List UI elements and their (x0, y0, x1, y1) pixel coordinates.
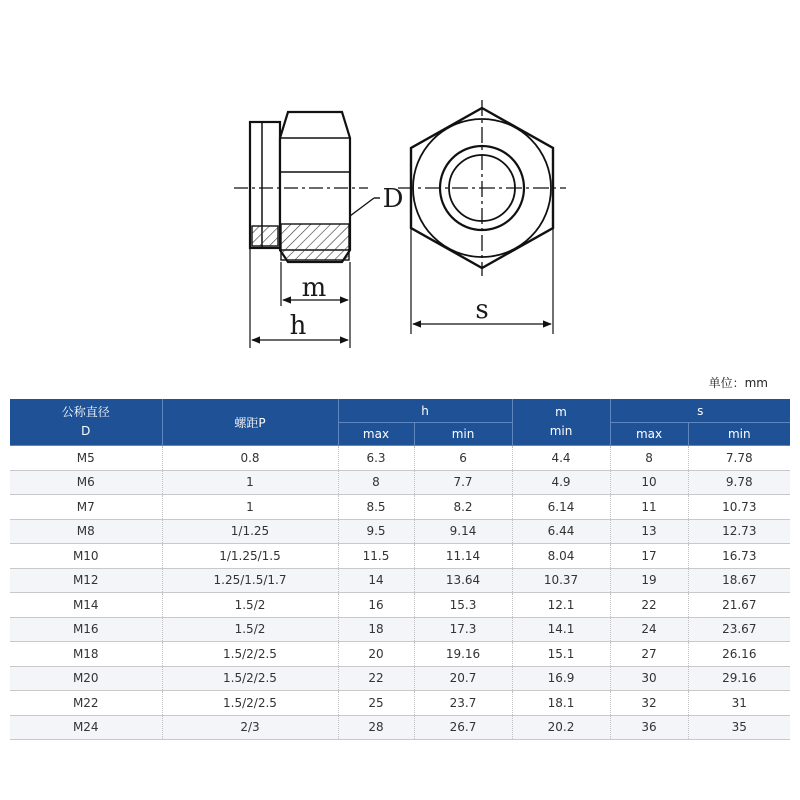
cell-m-min: 12.1 (512, 593, 610, 618)
cell-s-max: 24 (610, 617, 688, 642)
cell-m-min: 6.14 (512, 495, 610, 520)
header-s: s (610, 399, 790, 423)
table-row (10, 470, 790, 495)
header-m-label: m (555, 405, 567, 419)
cell-s-min: 9.78 (688, 470, 790, 495)
cell-m-min: 10.37 (512, 568, 610, 593)
cell-s-min: 12.73 (688, 519, 790, 544)
cell-m-min: 14.1 (512, 617, 610, 642)
cell-h-max: 8 (338, 470, 414, 495)
cell-h-min: 7.7 (414, 470, 512, 495)
cell-pitch: 1.5/2 (162, 617, 338, 642)
dimension-label-h: h (289, 311, 307, 341)
table-row (10, 568, 790, 593)
cell-m-min: 20.2 (512, 715, 610, 740)
cell-s-min: 10.73 (688, 495, 790, 520)
table-header (10, 399, 790, 446)
cell-h-min: 9.14 (414, 519, 512, 544)
cell-pitch: 1 (162, 470, 338, 495)
cell-m-min: 18.1 (512, 691, 610, 716)
cell-nominal-diameter: M24 (10, 715, 162, 740)
nut-side-view (234, 112, 380, 348)
cell-nominal-diameter: M20 (10, 666, 162, 691)
dimension-label-s: s (475, 295, 489, 325)
cell-h-max: 18 (338, 617, 414, 642)
cell-nominal-diameter: M8 (10, 519, 162, 544)
header-h: h (338, 399, 512, 423)
header-s-max: max (610, 423, 688, 446)
cell-s-min: 29.16 (688, 666, 790, 691)
cell-s-max: 10 (610, 470, 688, 495)
table-row (10, 544, 790, 569)
cell-s-max: 36 (610, 715, 688, 740)
cell-m-min: 15.1 (512, 642, 610, 667)
cell-nominal-diameter: M7 (10, 495, 162, 520)
cell-s-max: 32 (610, 691, 688, 716)
cell-h-max: 14 (338, 568, 414, 593)
cell-pitch: 1/1.25/1.5 (162, 544, 338, 569)
cell-h-max: 16 (338, 593, 414, 618)
cell-pitch: 2/3 (162, 715, 338, 740)
cell-s-min: 18.67 (688, 568, 790, 593)
cell-h-max: 20 (338, 642, 414, 667)
table-row (10, 642, 790, 667)
cell-h-max: 9.5 (338, 519, 414, 544)
cell-m-min: 6.44 (512, 519, 610, 544)
cell-pitch: 0.8 (162, 446, 338, 471)
cell-nominal-diameter: M22 (10, 691, 162, 716)
cell-h-max: 28 (338, 715, 414, 740)
cell-s-max: 13 (610, 519, 688, 544)
header-nominal-diameter-cn: 公称直径 (61, 405, 110, 419)
cell-h-min: 15.3 (414, 593, 512, 618)
header-h-max: max (338, 423, 414, 446)
cell-s-max: 8 (610, 446, 688, 471)
table-row (10, 666, 790, 691)
table-row (10, 715, 790, 740)
cell-s-max: 11 (610, 495, 688, 520)
cell-pitch: 1.25/1.5/1.7 (162, 568, 338, 593)
cell-nominal-diameter: M16 (10, 617, 162, 642)
cell-h-max: 8.5 (338, 495, 414, 520)
cell-s-min: 7.78 (688, 446, 790, 471)
cell-m-min: 8.04 (512, 544, 610, 569)
table-row (10, 593, 790, 618)
cell-pitch: 1.5/2/2.5 (162, 666, 338, 691)
cell-h-min: 17.3 (414, 617, 512, 642)
header-s-min: min (688, 423, 790, 446)
nut-technical-drawing (0, 0, 800, 372)
header-nominal-diameter (10, 399, 162, 446)
cell-m-min: 4.4 (512, 446, 610, 471)
cell-h-min: 26.7 (414, 715, 512, 740)
cell-nominal-diameter: M10 (10, 544, 162, 569)
cell-h-min: 11.14 (414, 544, 512, 569)
cell-m-min: 4.9 (512, 470, 610, 495)
table-row (10, 617, 790, 642)
header-m-min: min (549, 424, 573, 438)
table-row (10, 519, 790, 544)
cell-s-min: 23.67 (688, 617, 790, 642)
header-pitch: 螺距P (162, 399, 338, 446)
cell-h-min: 13.64 (414, 568, 512, 593)
table-row (10, 495, 790, 520)
cell-h-min: 20.7 (414, 666, 512, 691)
cell-s-min: 31 (688, 691, 790, 716)
cell-nominal-diameter: M12 (10, 568, 162, 593)
cell-s-max: 17 (610, 544, 688, 569)
cell-s-min: 21.67 (688, 593, 790, 618)
cell-pitch: 1 (162, 495, 338, 520)
cell-nominal-diameter: M18 (10, 642, 162, 667)
dimension-label-m: m (301, 273, 327, 303)
cell-s-max: 22 (610, 593, 688, 618)
cell-pitch: 1.5/2/2.5 (162, 642, 338, 667)
cell-s-min: 26.16 (688, 642, 790, 667)
cell-h-min: 19.16 (414, 642, 512, 667)
unit-note: 单位：mm (708, 376, 768, 390)
cell-pitch: 1/1.25 (162, 519, 338, 544)
table-row (10, 691, 790, 716)
cell-h-max: 6.3 (338, 446, 414, 471)
cell-m-min: 16.9 (512, 666, 610, 691)
nut-specification-table (10, 399, 790, 740)
cell-s-max: 19 (610, 568, 688, 593)
cell-nominal-diameter: M14 (10, 593, 162, 618)
cell-pitch: 1.5/2 (162, 593, 338, 618)
table-body (10, 446, 790, 740)
cell-h-min: 6 (414, 446, 512, 471)
cell-h-max: 11.5 (338, 544, 414, 569)
table-row (10, 446, 790, 471)
cell-h-min: 23.7 (414, 691, 512, 716)
dimension-label-D: D (382, 184, 404, 214)
header-nominal-diameter-d: D (81, 424, 91, 438)
header-h-min: min (414, 423, 512, 446)
header-m (512, 399, 610, 446)
cell-nominal-diameter: M5 (10, 446, 162, 471)
cell-s-max: 30 (610, 666, 688, 691)
cell-nominal-diameter: M6 (10, 470, 162, 495)
cell-s-min: 35 (688, 715, 790, 740)
cell-s-max: 27 (610, 642, 688, 667)
cell-h-max: 22 (338, 666, 414, 691)
cell-pitch: 1.5/2/2.5 (162, 691, 338, 716)
cell-h-min: 8.2 (414, 495, 512, 520)
cell-h-max: 25 (338, 691, 414, 716)
cell-s-min: 16.73 (688, 544, 790, 569)
